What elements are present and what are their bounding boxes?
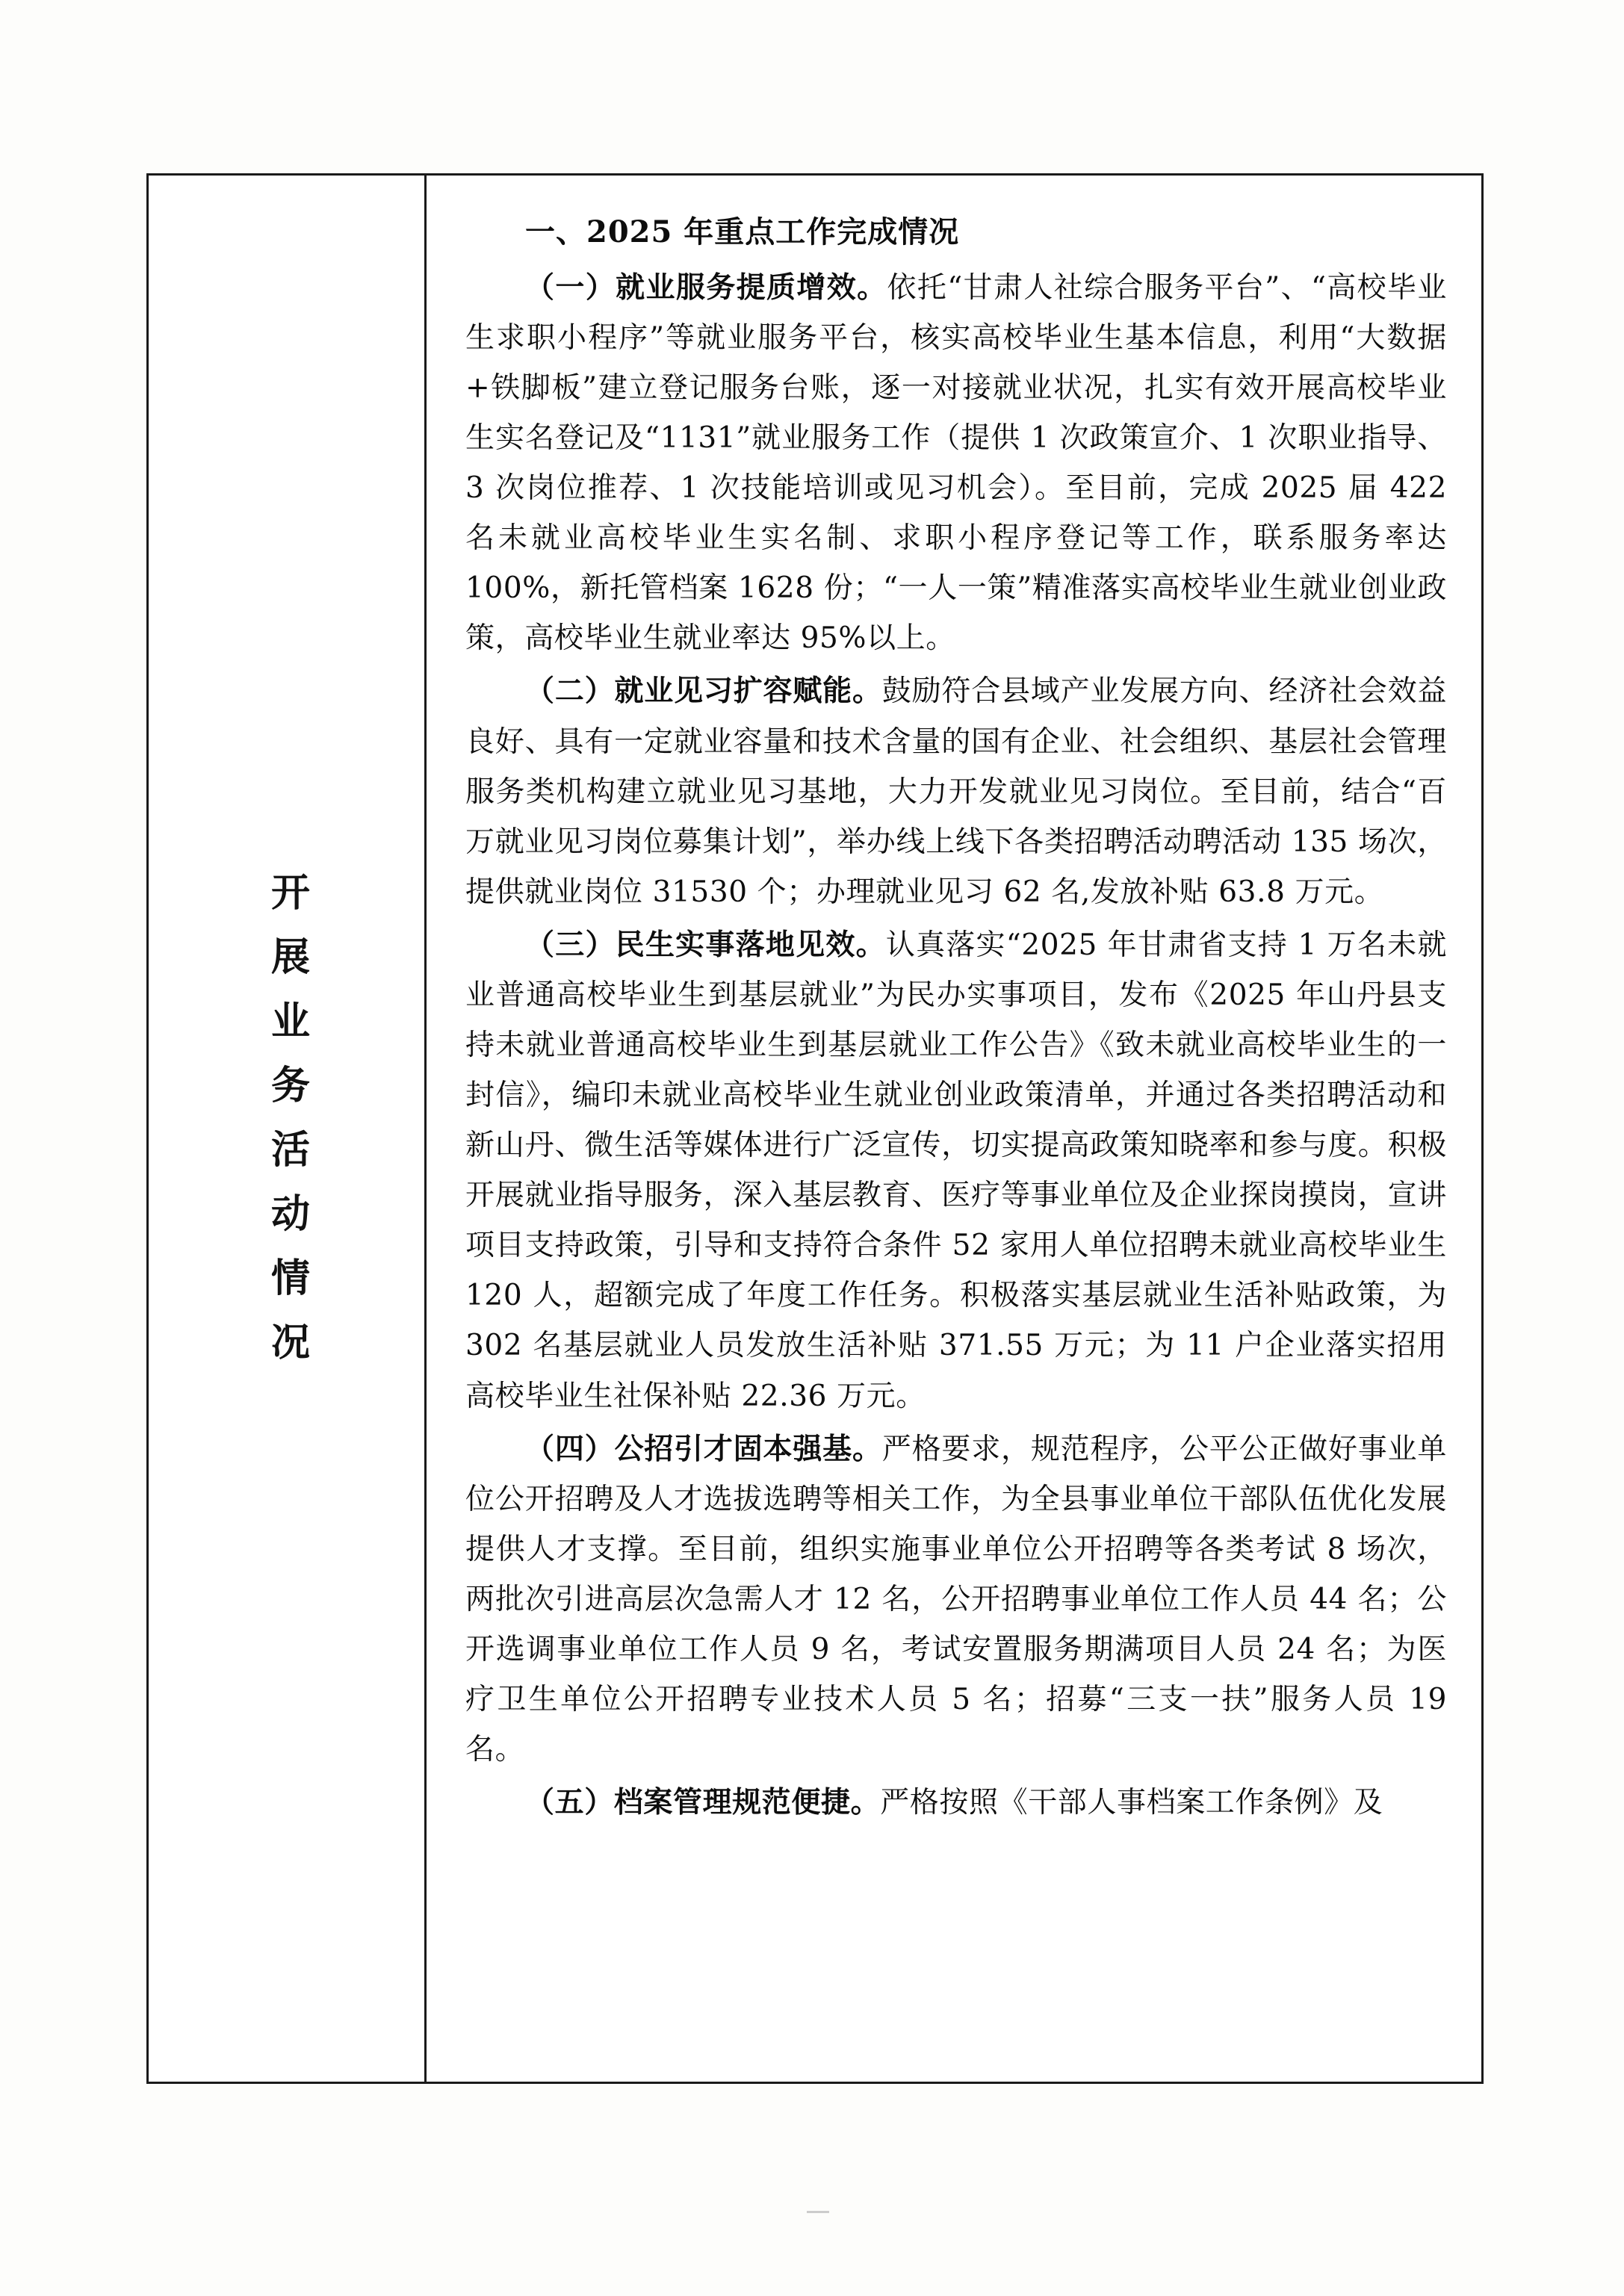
paragraph-3-lead: （三）民生实事落地见效。 (525, 927, 886, 962)
table-content-cell (427, 176, 1481, 2082)
row-label-text: 开展业务活动情况 (264, 872, 310, 1386)
paragraph-5-body: 严格按照《干部人事档案工作条例》及 (880, 1786, 1383, 1820)
paragraph-4 (465, 1424, 1447, 1775)
paragraph-3 (465, 920, 1447, 1421)
table-row-label-cell (149, 176, 427, 2082)
paragraph-4-lead: （四）公招引才固本强基。 (525, 1431, 882, 1466)
paragraph-1-lead: （一）就业服务提质增效。 (525, 270, 887, 305)
page-footer-mark (807, 2211, 829, 2213)
paragraph-2-body: 鼓励符合县域产业发展方向、经济社会效益良好、具有一定就业容量和技术含量的国有企业、社会组织、基层社会管理服务类机构建立就业见习基地，大力开发就业见习岗位。至目前，结合“百万就业见习岗位募集计划”，举办线上线下各类招聘活动聘活动 135 场次，提供就业岗位 31530 个；办理就业见习 62 名,发放补贴 63.8 万元。 (465, 674, 1448, 909)
paragraph-5-lead: （五）档案管理规范便捷。 (525, 1785, 881, 1820)
paragraph-1 (465, 263, 1447, 664)
section-heading: 一、2025 年重点工作完成情况 (525, 214, 960, 249)
paragraph-5 (465, 1778, 1447, 1828)
paragraph-1-body: 依托“甘肃人社综合服务平台”、“高校毕业生求职小程序”等就业服务平台，核实高校毕业生基本信息，利用“大数据+铁脚板”建立登记服务台账，逐一对接就业状况，扎实有效开展高校毕业生实名登记及“1131”就业服务工作（提供 1 次政策宣介、1 次职业指导、3 次岗位推荐、1 次技能培训或见习机会）。至目前，完成 2025 届 422 名未就业高校毕业生实名制、求职小程序登记等工作，联系服务率达 100%，新托管档案 1628 份；“一人一策”精准落实高校毕业生就业创业政策，高校毕业生就业率达 95%以上。 (465, 270, 1448, 656)
paragraph-2-lead: （二）就业见习扩容赋能。 (525, 674, 882, 709)
paragraph-4-body: 严格要求，规范程序，公平公正做好事业单位公开招聘及人才选拔选聘等相关工作，为全县事业单位干部队伍优化发展提供人才支撑。至目前，组织实施事业单位公开招聘等各类考试 8 场次，两批次引进高层次急需人才 12 名，公开招聘事业单位工作人员 44 名；公开选调事业单位工作人员 9 名，考试安置服务期满项目人员 24 名；为医疗卫生单位公开招聘专业技术人员 5 名；招募“三支一扶”服务人员 19 名。 (465, 1432, 1448, 1767)
paragraph-3-body: 认真落实“2025 年甘肃省支持 1 万名未就业普通高校毕业生到基层就业”为民办实事项目，发布《2025 年山丹县支持未就业普通高校毕业生到基层就业工作公告》《致未就业高校毕业生的一封信》，编印未就业高校毕业生就业创业政策清单，并通过各类招聘活动和新山丹、微生活等媒体进行广泛宣传，切实提高政策知晓率和参与度。积极开展就业指导服务，深入基层教育、医疗等事业单位及企业探岗摸岗，宣讲项目支持政策，引导和支持符合条件 52 家用人单位招聘未就业高校毕业生 120 人，超额完成了年度工作任务。积极落实基层就业生活补贴政策，为 302 名基层就业人员发放生活补贴 371.55 万元；为 11 户企业落实招用高校毕业生社保补贴 22.36 万元。 (465, 928, 1447, 1413)
content-table (146, 173, 1484, 2084)
paragraph-2 (465, 666, 1447, 916)
